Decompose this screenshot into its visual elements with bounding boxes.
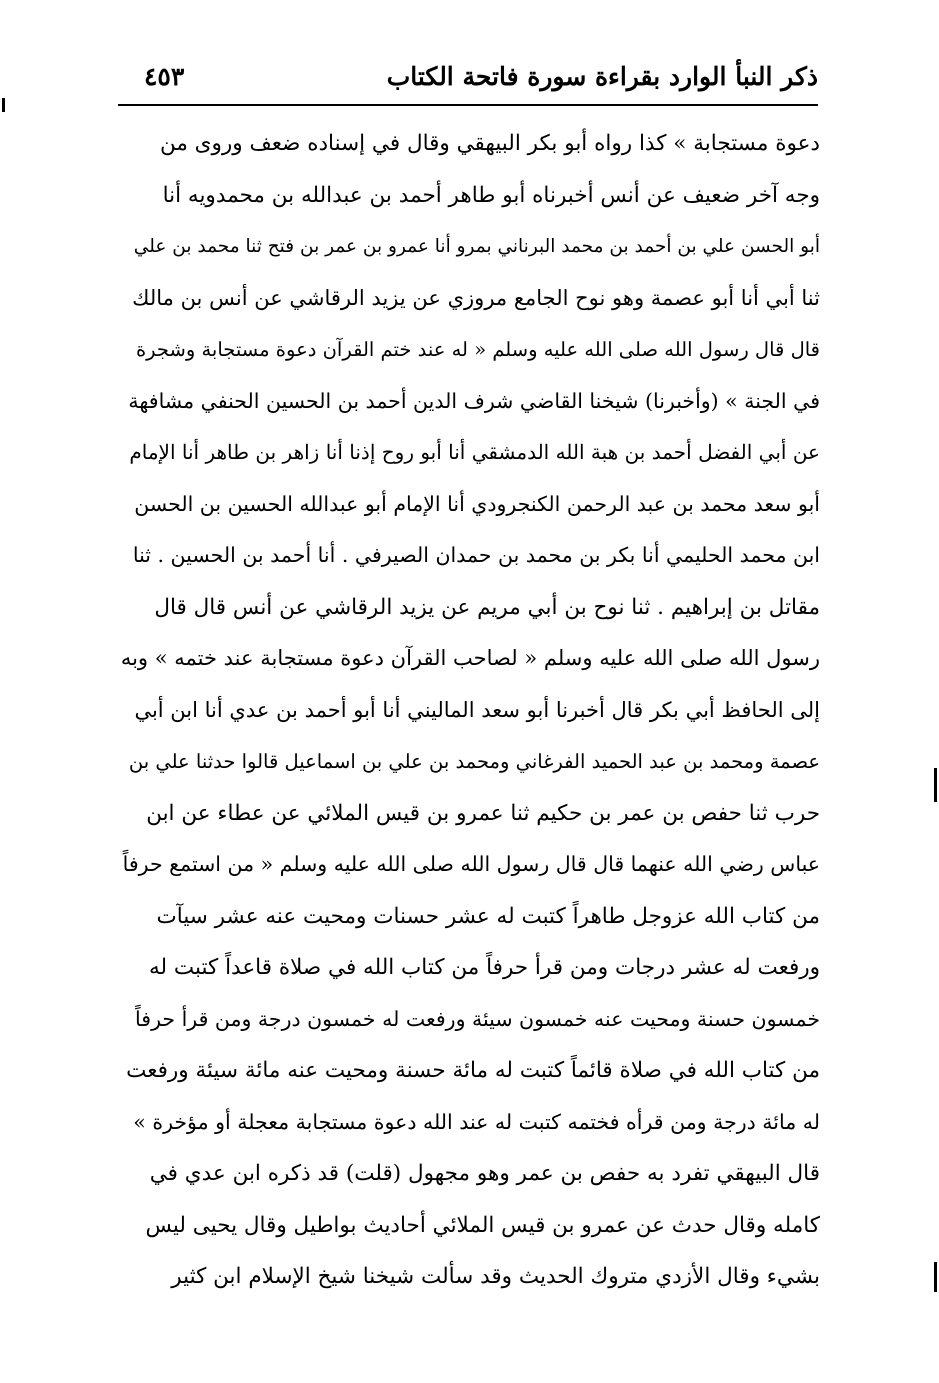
text-line: ابن محمد الحليمي أنا بكر بن محمد بن حمدان الصيرفي . أنا أحمد بن الحسين . ثنا <box>132 543 820 567</box>
header-rule <box>118 104 818 106</box>
text-line: وجه آخر ضعيف عن أنس أخبرناه أبو طاهر أحمد بن عبدالله بن محمدويه أنا <box>162 182 820 208</box>
margin-mark <box>2 98 5 112</box>
text-line: له مائة درجة ومن قرأه فختمه كتبت له عند الله دعوة مستجابة معجلة أو مؤخرة » <box>133 1109 820 1134</box>
page-header <box>122 60 818 104</box>
text-line: إلى الحافظ أبي بكر قال أخبرنا أبو سعد الماليني أنا أبو أحمد بن عدي أنا ابن أبي <box>134 697 820 722</box>
text-line: عن أبي الفضل أحمد بن هبة الله الدمشقي أنا أبو روح إذنا أنا زاهر بن طاهر أنا الإمام <box>129 440 820 464</box>
body-text <box>120 118 820 1303</box>
text-line: أبو الحسن علي بن أحمد بن محمد البرناني بمرو أنا عمرو بن عمر بن فتح ثنا محمد بن علي <box>133 236 820 257</box>
text-line: كامله وقال حدث عن عمرو بن قيس الملائي أحاديث بواطيل وقال يحيى ليس <box>145 1212 820 1238</box>
text-line: ثنا أبي أنا أبو عصمة وهو نوح الجامع مروزي عن يزيد الرقاشي عن أنس بن مالك <box>132 285 820 310</box>
text-line: من كتاب الله في صلاة قائماً كتبت له مائة حسنة ومحيت عنه مائة سيئة ورفعت <box>126 1058 820 1083</box>
margin-mark <box>934 1262 937 1292</box>
running-title: ذكر النبأ الوارد بقراءة سورة فاتحة الكتاب <box>386 62 818 91</box>
page-number: ٤٥٣ <box>144 62 185 91</box>
text-line: مقاتل بن إبراهيم . ثنا نوح بن أبي مريم عن يزيد الرقاشي عن أنس قال قال <box>154 594 820 620</box>
margin-mark <box>934 768 937 802</box>
text-line: حرب ثنا حفص بن عمر بن حكيم ثنا عمرو بن قيس الملائي عن عطاء عن ابن <box>146 800 820 826</box>
text-line: خمسون حسنة ومحيت عنه خمسون سيئة ورفعت له خمسون درجة ومن قرأ حرفاً <box>135 1006 820 1031</box>
text-line: أبو سعد محمد بن عبد الرحمن الكنجرودي أنا الإمام أبو عبدالله الحسين بن الحسن <box>134 491 820 516</box>
text-line: في الجنة » (وأخبرنا) شيخنا القاضي شرف الدين أحمد بن الحسين الحنفي مشافهة <box>128 388 820 413</box>
text-line: عصمة ومحمد بن عبد الحميد الفرغاني ومحمد بن علي بن اسماعيل قالوا حدثنا علي بن <box>128 750 820 773</box>
text-line: قال قال رسول الله صلى الله عليه وسلم « له عند ختم القرآن دعوة مستجابة وشجرة <box>135 338 820 361</box>
text-line: قال البيهقي تفرد به حفص بن عمر وهو مجهول (قلت) قد ذكره ابن عدي في <box>149 1161 820 1186</box>
text-line: من كتاب الله عزوجل طاهراً كتبت له عشر حسنات ومحيت عنه عشر سيآت <box>156 903 820 929</box>
text-line: عباس رضي الله عنهما قال قال رسول الله صلى الله عليه وسلم « من استمع حرفاً <box>122 852 820 876</box>
text-line: ورفعت له عشر درجات ومن قرأ حرفاً من كتاب الله في صلاة قاعداً كتبت له <box>149 955 820 980</box>
text-line: رسول الله صلى الله عليه وسلم « لصاحب القرآن دعوة مستجابة عند ختمه » وبه <box>120 646 820 670</box>
text-line: دعوة مستجابة » كذا رواه أبو بكر البيهقي وقال في إسناده ضعف وروى من <box>159 131 820 156</box>
text-line: بشيء وقال الأزدي متروك الحديث وقد سألت شيخنا شيخ الإسلام ابن كثير <box>171 1264 820 1289</box>
